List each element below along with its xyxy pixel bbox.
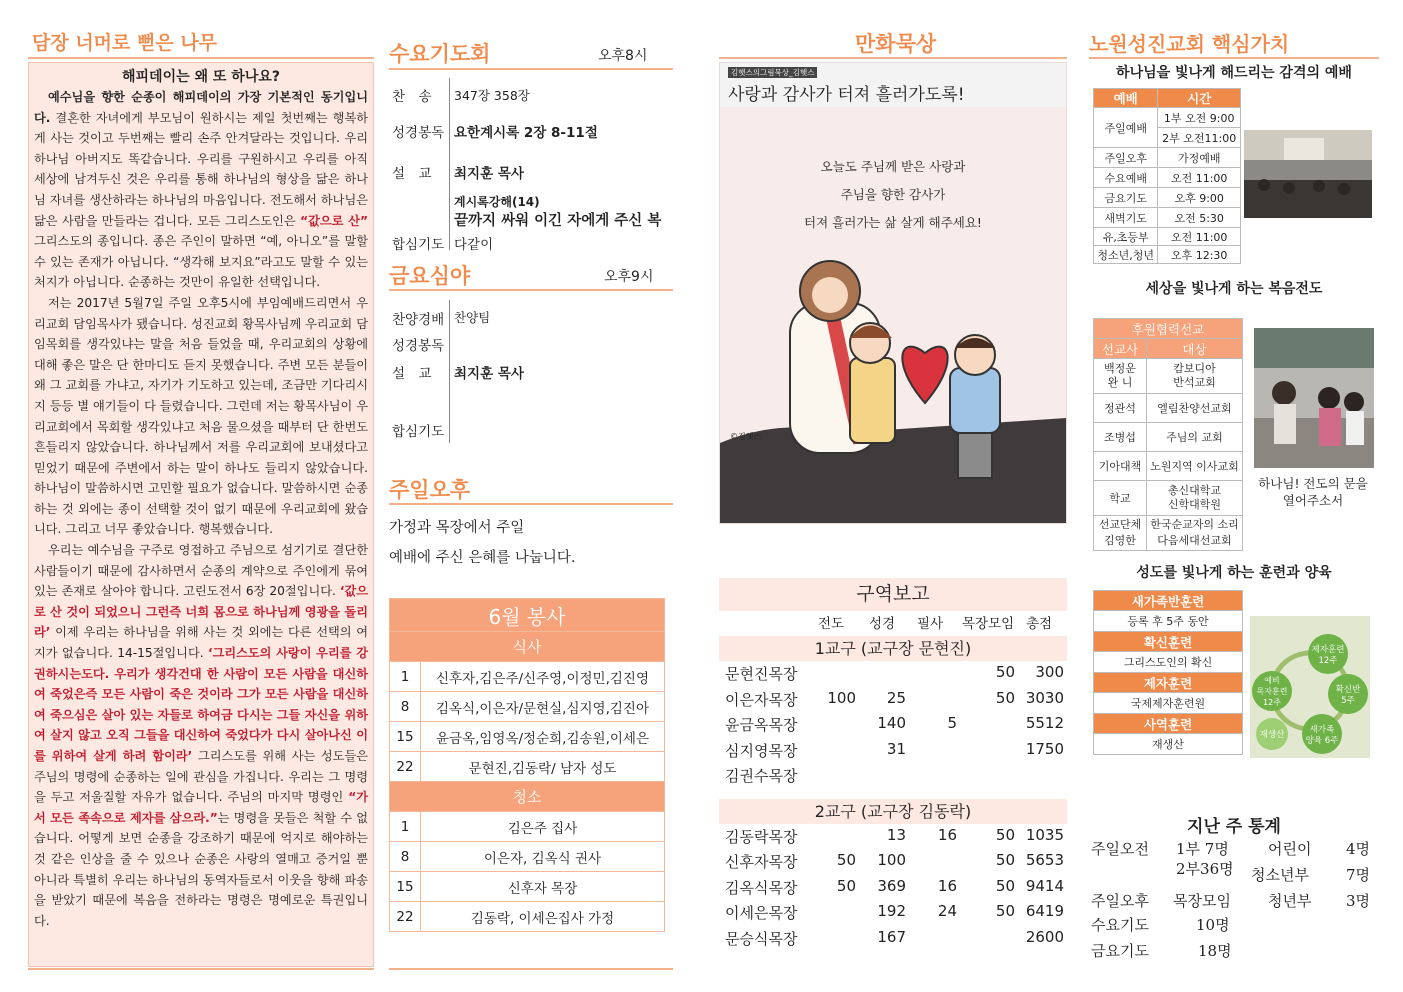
service-title: 6월 봉사 xyxy=(390,599,665,632)
table-row xyxy=(1094,246,1241,264)
cycle-label: 제자훈련 xyxy=(1311,645,1345,655)
names-cell: 신후자,김은주/신주영,이정민,김진영 xyxy=(421,662,665,692)
table-header: 확신훈련 xyxy=(1094,632,1243,652)
caption-line: 열어주소서 xyxy=(1282,493,1344,508)
wed-title: 수요기도회 xyxy=(389,42,491,66)
hymn-value: 347장 358장 xyxy=(454,88,530,103)
table-cell: 청소년,청년 xyxy=(1094,246,1158,264)
table-cell: 국제제자훈련원 xyxy=(1094,693,1243,714)
table-cell: 새벽기도 xyxy=(1094,208,1158,228)
table-cell: 반석교회 xyxy=(1173,376,1216,389)
district-name: 이세은목장 xyxy=(725,904,798,922)
district-row xyxy=(725,877,1070,902)
essay-highlight: ‘값으로 산 것이 되었으니 그런즉 너희 몸으로 하나님께 영광을 돌리라’ xyxy=(34,584,368,640)
table-header: 후원협력선교 xyxy=(1094,319,1243,339)
district-value: 16 xyxy=(937,825,957,844)
district-value: 300 xyxy=(1035,663,1064,681)
caption-line: 오늘도 주님께 받은 사랑과 xyxy=(820,159,966,174)
table-cell: 등록 후 5주 동안 xyxy=(1094,611,1243,632)
district-value: 100 xyxy=(827,688,856,707)
district-value: 50 xyxy=(836,876,856,895)
stat-label: 청년부 xyxy=(1268,892,1312,910)
table-cell: 다음세대선교회 xyxy=(1157,534,1232,547)
divider xyxy=(389,68,673,70)
table-cell: 가정예배 xyxy=(1158,148,1241,168)
divider xyxy=(28,968,374,970)
stat-label: 청소년부 xyxy=(1251,866,1309,884)
district-header: 성경 xyxy=(869,616,896,632)
district-value: 16 xyxy=(937,876,957,895)
table-row xyxy=(1094,481,1243,516)
table-cell: 캄보디아 xyxy=(1173,362,1216,375)
names-cell: 김옥식,이은자/문현실,심지영,김진아 xyxy=(421,692,665,722)
stat-label: 수요기도 xyxy=(1091,916,1149,934)
table-cell: 조병섭 xyxy=(1094,423,1147,452)
essay-paragraph-1 xyxy=(34,87,368,293)
district-row xyxy=(725,765,1070,790)
mission-heading: 세상을 빛나게 하는 복음전도 xyxy=(1145,281,1323,297)
district-name: 김동락목장 xyxy=(725,827,798,846)
sermon-label: 설 교 xyxy=(392,166,432,182)
values-title: 노원성진교회 핵심가치 xyxy=(1089,32,1290,56)
cartoon-heading: 사랑과 감사가 터져 흘러가도록! xyxy=(728,85,965,105)
table-row xyxy=(390,872,665,902)
stat-label: 목장모임 xyxy=(1173,892,1231,910)
stat-value: 1부 7명 xyxy=(1176,840,1229,858)
column-title-tree: 담장 너머로 뻗은 나무 xyxy=(32,32,218,54)
prayer-label: 합심기도 xyxy=(392,237,445,253)
sunpm-line2: 예배에 주신 은혜를 나눕니다. xyxy=(389,550,576,566)
table-cell: 완 니 xyxy=(1107,376,1133,389)
district-name: 신후자목장 xyxy=(725,853,798,871)
stat-label: 주일오전 xyxy=(1091,840,1149,858)
table-cell: 엘림찬양선교회 xyxy=(1147,394,1243,423)
table-cell: 주일오후 xyxy=(1094,148,1158,168)
table-cell: 기아대책 xyxy=(1094,452,1147,481)
cartoon-caption xyxy=(720,153,1066,237)
fri-title: 금요심야 xyxy=(389,264,471,288)
table-header: 대상 xyxy=(1147,339,1243,359)
table-row xyxy=(1094,108,1241,128)
table-row xyxy=(1094,188,1241,208)
table-row xyxy=(1094,394,1243,423)
table-row xyxy=(1094,228,1241,246)
names-cell: 문현진,김동락/ 남자 성도 xyxy=(421,752,665,782)
mission-table xyxy=(1093,318,1243,551)
district-value: 5 xyxy=(947,714,957,732)
essay-text: 그리스도의 종입니다. 종은 주인이 말하면 “예, 아니오”를 말할 수 있는 존재가 아닙니다. “생각해 보지요”라고도 말할 수 있는 처지가 아닙니다. 순종하는 것만이 유일한 선택입니다. xyxy=(34,234,368,290)
table-cell: 총신대학교 xyxy=(1167,484,1222,497)
stat-label: 주일오후 xyxy=(1091,892,1149,910)
district-value: 25 xyxy=(886,688,906,707)
divider xyxy=(389,968,673,970)
essay-text: 결혼한 자녀에게 부모님이 원하시는 제일 첫번째는 행복하게 사는 것이고 두번째는 빨리 손주 안겨달라는 것입니다. 우리 하나님 아버지도 똑같습니다. 우리를 구원하시고 우리를 아직 세상에 남겨두신 것은 우리를 통해 하나님의 형상을 닮은 하나님 자녀를 생산하라는 하나님의 마음입니다. 전도해서 하나님은 닮은 사람을 만들라는 겁니다. 모든 그리스도인은 xyxy=(34,110,368,228)
essay-highlight: “값으로 산” xyxy=(300,213,368,228)
stat-value: 7명 xyxy=(1346,866,1371,884)
district-value: 1750 xyxy=(1025,739,1064,758)
essay-highlight: “가서 모든 족속으로 제자를 삼으라.” xyxy=(34,790,368,825)
sunpm-title: 주일오후 xyxy=(389,478,471,502)
table-cell: 오후 12:30 xyxy=(1158,246,1241,264)
table-cell: 오후 9:00 xyxy=(1158,188,1241,208)
table-header: 시간 xyxy=(1158,89,1241,108)
table-cell: 주일예배 xyxy=(1094,108,1158,148)
table-row xyxy=(1094,359,1243,394)
table-header: 선교사 xyxy=(1094,339,1147,359)
district-name: 문승식목장 xyxy=(725,929,798,948)
district-value: 24 xyxy=(937,902,957,920)
reading-label: 성경봉독 xyxy=(392,125,445,141)
table-row xyxy=(390,812,665,842)
stat-label: 금요기도 xyxy=(1091,942,1149,960)
table-cell: 노원지역 이사교회 xyxy=(1147,452,1243,481)
day-cell: 1 xyxy=(390,812,421,842)
table-row xyxy=(390,692,665,722)
table-cell: 오전 5:30 xyxy=(1158,208,1241,228)
essay-highlight: ‘그리스도의 사랑이 우리를 강권하시는도다. 우리가 생각건대 한 사람이 모든 사람을 대신하여 죽었은즉 모든 사람이 죽은 것이라 그가 모든 사람을 대신하여 죽으심은 살아 있는 자들로 하여금 다시는 그들 자신을 위하여 살지 않고 오직 그들을 대신하여 죽었다가 다시 살아나신 이를 위하여 살게 하려 함이라’ xyxy=(34,646,368,763)
district-value: 3030 xyxy=(1025,688,1064,707)
caption-line: 터져 흘러가는 삶 살게 해주세요! xyxy=(804,215,982,230)
district-value: 1035 xyxy=(1025,825,1064,844)
sermon-label: 설 교 xyxy=(392,366,432,382)
table-row xyxy=(1094,148,1241,168)
table-row xyxy=(1094,611,1243,632)
district-value: 9414 xyxy=(1025,876,1064,895)
meal-label: 식사 xyxy=(390,632,665,662)
reading-label: 성경봉독 xyxy=(392,338,445,354)
district-value: 50 xyxy=(995,902,1015,920)
table-cell: 정관석 xyxy=(1094,394,1147,423)
table-cell: 한국순교자의 소리 xyxy=(1150,518,1239,531)
table-row xyxy=(1094,734,1243,755)
names-cell: 이은자, 김옥식 권사 xyxy=(421,842,665,872)
table-header: 예배 xyxy=(1094,89,1158,108)
preacher: 최지훈 목사 xyxy=(454,366,524,382)
prayer-label: 합심기도 xyxy=(392,424,445,440)
district-value: 6419 xyxy=(1025,902,1064,920)
names-cell: 김동락, 이세은집사 가정 xyxy=(421,902,665,932)
day-cell: 1 xyxy=(390,662,421,692)
cartoon-tag: 김햇스의그림묵상_김햇스 xyxy=(728,67,817,78)
district-header: 전도 xyxy=(818,616,845,632)
cycle-label: 확신반 xyxy=(1335,685,1361,695)
essay-text: 우리는 예수님을 구주로 영접하고 주님으로 섬기기로 결단한 사람들이기 때문에 감사하면서 순종의 계약으로 주인에게 묶여있는 존재로 살아야 합니다. 고린도전서 6장 20절입니다. xyxy=(34,543,368,599)
district-value: 192 xyxy=(877,902,906,920)
table-row xyxy=(390,902,665,932)
preacher: 최지훈 목사 xyxy=(454,166,524,182)
caption-line: 하나님! 전도의 문을 xyxy=(1258,476,1368,491)
district-value: 100 xyxy=(877,851,906,869)
clean-label: 청소 xyxy=(390,782,665,812)
divider xyxy=(1089,57,1379,59)
district-row xyxy=(725,714,1070,739)
essay-lead: 예수님을 향한 순종이 해피데이의 가장 기본적인 동기입니다. xyxy=(34,90,368,125)
district-name: 김옥식목장 xyxy=(725,878,798,897)
cycle-label: 12주 xyxy=(1263,698,1281,707)
table-header: 사역훈련 xyxy=(1094,714,1243,734)
table-row xyxy=(1094,652,1243,673)
service-table xyxy=(389,598,665,932)
table-header: 제자훈련 xyxy=(1094,673,1243,693)
district-header: 필사 xyxy=(917,616,944,632)
table-row xyxy=(390,842,665,872)
table-row xyxy=(390,662,665,692)
mission-photo xyxy=(1254,328,1374,468)
district-name: 문현진목장 xyxy=(725,665,798,683)
worship-times-table xyxy=(1093,88,1241,264)
table-row xyxy=(1094,208,1241,228)
table-row xyxy=(1094,516,1243,551)
cartoon-credit: ©김햇스 xyxy=(730,432,762,441)
district-value: 167 xyxy=(877,927,906,946)
district-value: 50 xyxy=(995,851,1015,869)
district-value: 50 xyxy=(995,876,1015,895)
district-value: 2600 xyxy=(1025,927,1064,946)
mission-caption xyxy=(1248,475,1378,509)
sermon-series: 계시록강해(14) xyxy=(454,195,540,209)
worship-value: 찬양팀 xyxy=(454,310,491,325)
table-row xyxy=(390,722,665,752)
day-cell: 22 xyxy=(390,902,421,932)
district-row xyxy=(725,928,1070,953)
table-row xyxy=(390,752,665,782)
district-title: 구역보고 xyxy=(719,578,1067,611)
table-cell: 학교 xyxy=(1094,481,1147,516)
essay-title: 해피데이는 왜 또 하나요? xyxy=(122,69,280,85)
wed-time: 오후8시 xyxy=(598,48,648,64)
table-cell: 오전 11:00 xyxy=(1158,168,1241,188)
table-cell: 김영한 xyxy=(1104,534,1136,547)
day-cell: 22 xyxy=(390,752,421,782)
stat-label: 어린이 xyxy=(1268,840,1312,858)
district-row xyxy=(725,740,1070,765)
reading-value: 요한계시록 2장 8-11절 xyxy=(454,125,598,141)
table-cell: 주님의 교회 xyxy=(1147,423,1243,452)
district-value: 50 xyxy=(836,851,856,869)
divider xyxy=(449,300,450,443)
district-value: 13 xyxy=(886,825,906,844)
stat-value: 2부36명 xyxy=(1176,860,1234,878)
table-cell: 선교단체 xyxy=(1098,518,1142,531)
essay-paragraph-3 xyxy=(34,540,368,931)
cycle-label: 예비 xyxy=(1264,676,1280,685)
table-row xyxy=(1094,452,1243,481)
cycle-label: 12주 xyxy=(1318,656,1338,666)
names-cell: 신후자 목장 xyxy=(421,872,665,902)
district-value: 5653 xyxy=(1025,851,1064,869)
essay-box xyxy=(28,62,374,967)
essay-text: 그리스도를 위해 사는 성도들은 주님의 명령에 순종하는 일에 관심을 가집니다. 우리는 그 명령을 두고 저울질할 자유가 없습니다. 주님의 마지막 명령인 xyxy=(34,749,368,805)
essay-paragraph-2: 저는 2017년 5월7일 주일 오후5시에 부임예배드리면서 우리교회 담임목사가 됐습니다. 성진교회 황목사님께 우리교회 담임목회를 생각있냐는 말을 처음 들었을 때, 우리교회의 상황에 대해 좋은 말은 단 한마디도 듣지 못했습니다. 주변 모든 분들이 왜 그 교회를 가냐고, 자기가 기도하고 있는데, 조금만 기다리시지 등등 별 얘기들이 다 들렸습니다. 그런데 저는 황목사님이 우리교회에서 목회할 생각있냐고 처음 물으셨을 때부터 단 한번도 흔들리지 않았습니다. 하나님께서 저를 우리교회에 보내셨다고 믿었기 때문에 주변에서 하는 말이 하나도 들리지 않았습니다. 하나님이 말씀하시면 고민할 필요가 없습니다. 말씀하시면 순종하는 것 외에는 종이 선택할 것이 없기 때문에 우리교회에 왔습니다. 그리고 너무 좋았습니다. 행복했습니다. xyxy=(34,295,368,537)
names-cell: 김은주 집사 xyxy=(421,812,665,842)
divider xyxy=(389,289,673,291)
cartoon-illustration xyxy=(720,243,1066,523)
district-header: 총점 xyxy=(1026,616,1053,632)
stat-value: 3명 xyxy=(1346,892,1371,910)
worship-heading: 하나님을 빛나게 해드리는 감격의 예배 xyxy=(1116,65,1352,81)
table-cell: 그리스도인의 확신 xyxy=(1094,652,1243,673)
stats-title: 지난 주 통계 xyxy=(1187,817,1281,837)
caption-line: 주님을 향한 감사가 xyxy=(840,187,946,202)
stat-value: 10명 xyxy=(1196,916,1230,934)
divider xyxy=(449,78,450,250)
district-group-header: 2교구 (교구장 김동락) xyxy=(719,799,1067,824)
cycle-label: 새가족 xyxy=(1309,725,1335,735)
district-row xyxy=(725,689,1070,714)
day-cell: 15 xyxy=(390,722,421,752)
district-row xyxy=(725,902,1070,927)
district-value: 5512 xyxy=(1025,714,1064,732)
sunpm-line1: 가정과 목장에서 주일 xyxy=(389,520,525,536)
district-header: 목장모임 xyxy=(962,616,1015,632)
district-value: 140 xyxy=(877,714,906,732)
worship-label: 찬양경배 xyxy=(392,312,445,328)
cycle-label: 목자훈련 xyxy=(1256,687,1288,696)
sermon-title: 끝까지 싸워 이긴 자에게 주신 복 xyxy=(454,213,662,229)
district-value: 369 xyxy=(877,876,906,895)
table-cell: 신학대학원 xyxy=(1167,498,1222,511)
district-value: 50 xyxy=(995,663,1015,681)
cartoon-panel xyxy=(719,62,1067,524)
cartoon-title: 만화묵상 xyxy=(855,32,937,56)
cycle-label: 양육 6주 xyxy=(1305,736,1339,746)
fri-time: 오후9시 xyxy=(604,269,654,285)
stat-value: 4명 xyxy=(1346,840,1371,858)
day-cell: 8 xyxy=(390,842,421,872)
district-name: 이은자목장 xyxy=(725,690,798,709)
table-cell: 재생산 xyxy=(1094,734,1243,755)
stat-value: 18명 xyxy=(1198,942,1232,960)
table-cell: 금요기도 xyxy=(1094,188,1158,208)
table-row xyxy=(1094,168,1241,188)
divider xyxy=(389,503,673,505)
names-cell: 윤금옥,임영옥/정순희,김송원,이세은 xyxy=(421,722,665,752)
table-cell: 오전 11:00 xyxy=(1158,228,1241,246)
table-row xyxy=(1094,693,1243,714)
district-name: 심지영목장 xyxy=(725,741,798,760)
training-heading: 성도를 빛나게 하는 훈련과 양육 xyxy=(1136,565,1332,581)
day-cell: 15 xyxy=(390,872,421,902)
district-name: 김권수목장 xyxy=(725,767,798,785)
table-cell: 유,초등부 xyxy=(1094,228,1158,246)
district-row xyxy=(725,851,1070,876)
table-cell: 1부 오전 9:00 xyxy=(1158,108,1241,128)
divider xyxy=(719,57,1067,59)
district-row xyxy=(725,663,1070,688)
table-cell: 백정운 xyxy=(1104,362,1136,375)
essay-text: 이제 우리는 하나님을 위해 사는 것 외에는 다른 선택의 여지가 없습니다. 14-15절입니다. xyxy=(34,625,368,661)
hymn-label: 찬 송 xyxy=(392,89,432,105)
table-row xyxy=(1094,423,1243,452)
day-cell: 8 xyxy=(390,692,421,722)
worship-photo xyxy=(1244,130,1372,218)
district-value: 31 xyxy=(886,739,906,758)
cycle-label: 재생산 xyxy=(1259,730,1285,740)
district-value: 50 xyxy=(995,688,1015,707)
table-cell: 수요예배 xyxy=(1094,168,1158,188)
district-value: 50 xyxy=(995,825,1015,844)
essay-text: 는 명령을 못들은 척할 수 없습니다. 어떻게 보면 순종을 강조하기 때문에 억지로 해야하는 것 같은 인상을 줄 수 있으나 순종은 사랑의 열매고 증거일 뿐 아니라 특별히 우리는 하나님의 동역자들로서 이웃을 향해 파송을 받았기 때문에 복음을 전하라는 명령은 명예로운 특권입니다. xyxy=(34,810,369,928)
divider xyxy=(28,57,374,59)
cycle-label: 5주 xyxy=(1341,696,1355,706)
district-row xyxy=(725,826,1070,851)
table-header: 새가족반훈련 xyxy=(1094,591,1243,611)
district-name: 윤금옥목장 xyxy=(725,716,798,734)
district-group-header: 1교구 (교구장 문현진) xyxy=(719,636,1067,661)
training-table xyxy=(1093,590,1243,755)
training-cycle-diagram xyxy=(1250,616,1370,758)
table-cell: 2부 오전11:00 xyxy=(1158,128,1241,148)
prayer-value: 다같이 xyxy=(454,237,494,253)
